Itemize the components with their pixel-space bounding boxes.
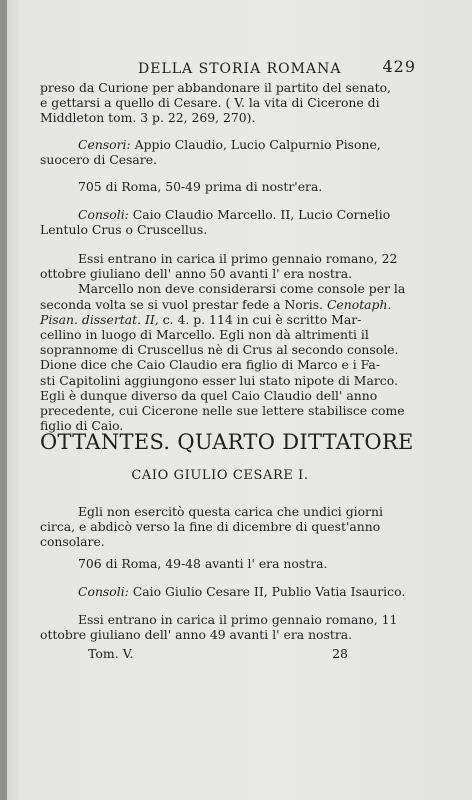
text-line: ottobre giuliano dell' anno 50 avanti l' era nostra. xyxy=(40,266,353,282)
paragraph-censori xyxy=(40,137,392,167)
text-line: preso da Curione per abbandonare il partito del senato, xyxy=(40,80,391,95)
text-line: figlio di Caio. xyxy=(40,418,124,434)
paragraph-carica-706 xyxy=(40,612,398,643)
consoli-label: Consoli: xyxy=(78,584,129,599)
year-heading-706: 706 di Roma, 49-48 avanti l' era nostra. xyxy=(78,556,328,571)
text-line: Dione dice che Caio Claudio era figlio di Marco e i Fa- xyxy=(40,357,381,373)
text-line: cellino in luogo di Marcello. Egli non dà altrimenti il xyxy=(40,326,369,342)
text-line: Egli è dunque diverso da quel Caio Claudio dell' anno xyxy=(40,387,378,403)
running-title: DELLA STORIA ROMANA xyxy=(138,61,342,77)
consoli-label: Consoli: xyxy=(78,207,129,222)
text-line: consolare. xyxy=(40,534,105,550)
text-line xyxy=(40,137,392,152)
paragraph-curione xyxy=(40,80,392,126)
signature-mark: 28 xyxy=(332,646,348,661)
text-line: circa, e abdicò verso la fine di dicembre di quest'anno xyxy=(40,519,381,535)
text-line: Egli non esercitò questa carica che undici giorni xyxy=(78,504,383,519)
paragraph-year-706 xyxy=(40,556,392,571)
citation-italic: Cenotaph. xyxy=(326,296,392,312)
text-line xyxy=(40,584,406,599)
text-run: seconda volta se si vuol prestar fede a Noris. xyxy=(40,296,327,312)
volume-mark: Tom. V. xyxy=(88,646,134,661)
text-line xyxy=(40,312,392,327)
page-spine-shadow xyxy=(0,0,7,800)
section-title: OTTANTES. QUARTO DITTATORE xyxy=(40,430,414,454)
text-line: ottobre giuliano dell' anno 49 avanti l' era nostra. xyxy=(40,627,353,643)
page-footer xyxy=(88,646,348,664)
consoli-text: Caio Claudio Marcello. II, Lucio Cornelio xyxy=(128,207,391,222)
section-subtitle: CAIO GIULIO CESARE I. xyxy=(131,468,309,483)
consoli-text: Caio Giulio Cesare II, Publio Vatia Isaurico. xyxy=(128,584,406,599)
text-line: Essi entrano in carica il primo gennaio romano, 11 xyxy=(78,612,398,627)
text-line: suocero di Cesare. xyxy=(40,152,157,168)
text-run: c. 4. p. 114 in cui è scritto Mar- xyxy=(158,311,362,327)
page-number: 429 xyxy=(382,57,416,76)
citation-italic: Pisan. dissertat. II, xyxy=(40,311,159,327)
text-line xyxy=(40,297,392,312)
text-line: Lentulo Crus o Cruscellus. xyxy=(40,222,208,238)
text-line: e gettarsi a quello di Cesare. ( V. la vita di Cicerone di xyxy=(40,95,380,111)
text-line: soprannome di Cruscellus nè di Crus al secondo console. xyxy=(40,342,399,358)
paragraph-consoli-705 xyxy=(40,207,392,237)
text-line: precedente, cui Cicerone nelle sue lettere stabilisce come xyxy=(40,402,405,418)
censori-text: Appio Claudio, Lucio Calpurnio Pisone, xyxy=(130,137,381,152)
year-heading-705: 705 di Roma, 50-49 prima di nostr'era. xyxy=(78,179,323,194)
paragraph-year-705 xyxy=(40,179,392,194)
text-line xyxy=(40,207,392,222)
paragraph-abdication xyxy=(40,504,392,550)
paragraph-marcello xyxy=(40,251,406,434)
text-line: Essi entrano in carica il primo gennaio romano, 22 xyxy=(78,251,398,266)
running-header xyxy=(78,57,416,79)
text-line: Middleton tom. 3 p. 22, 269, 270). xyxy=(40,110,256,126)
text-line: sti Capitolini aggiungono esser lui stato nipote di Marco. xyxy=(40,372,398,388)
censori-label: Censori: xyxy=(78,137,131,152)
paragraph-consoli-706 xyxy=(40,584,406,599)
text-line: Marcello non deve considerarsi come console per la xyxy=(78,281,406,297)
